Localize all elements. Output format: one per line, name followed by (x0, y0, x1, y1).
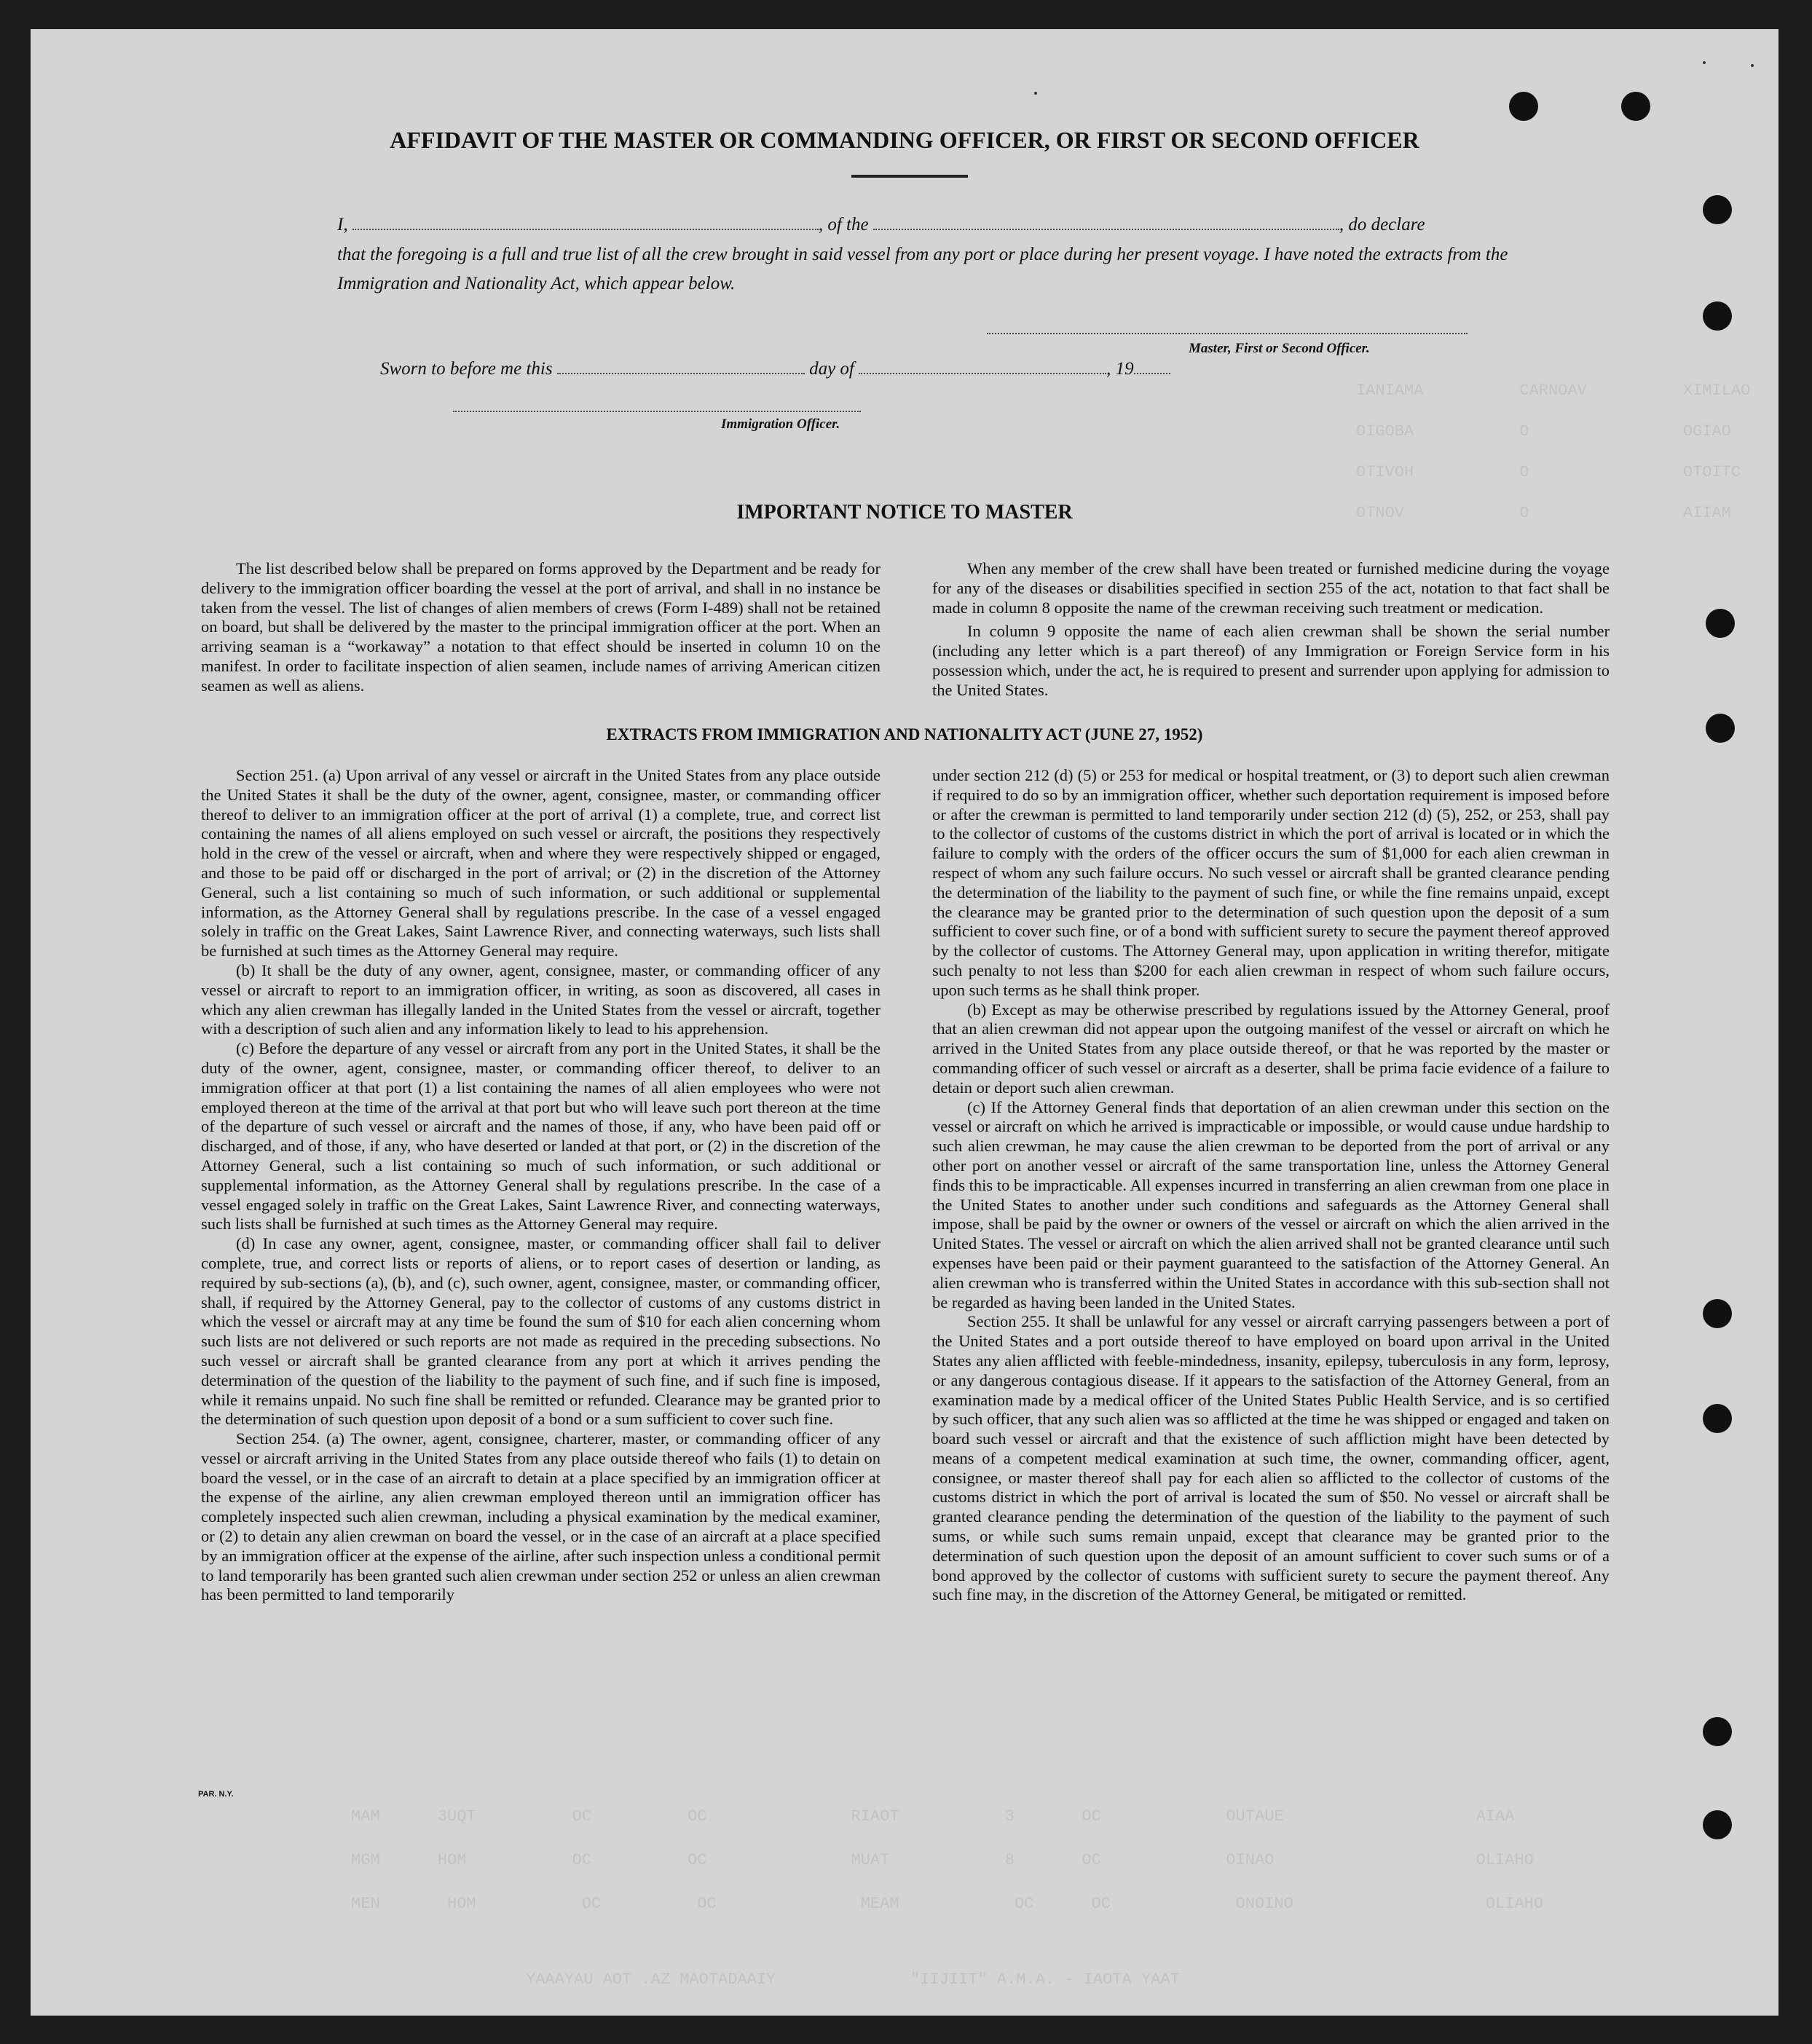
sworn-day-field[interactable] (557, 355, 805, 374)
bleed-through: OTIVOH O OTOITC (1356, 463, 1741, 481)
immigration-officer-signature-field[interactable] (453, 411, 861, 412)
sworn-line (380, 355, 1170, 379)
bleed-through: MEN HOM OC OC MEAM OC OC ONOINO OLIAHO (351, 1895, 1544, 1913)
punch-hole (1703, 1810, 1732, 1839)
title-rule (851, 175, 968, 178)
notice-paragraph: The list described below shall be prepared on forms approved by the Department and be ready for delivery to the immigration officer boarding the vessel at the port of arrival, and shall in no instance be taken from the vessel. The list of changes of alien members of crews (Form I-489) shall not be retained on board, but shall be delivered by the master to the principal immigration officer at the port. When an arriving seaman is a “workaway” a notation to that effect should be inserted in column 10 on the manifest. In order to facilitate inspection of alien seamen, include names of arriving American citizen seamen as well as aliens. (201, 559, 881, 695)
section-paragraph: (b) It shall be the duty of any owner, agent, consignee, master, or commanding officer of any vessel or aircraft to report to an immigration officer, in writing, as soon as discovered, all cases in which any alien crewman has illegally landed in the United States from the vessel or aircraft, together with a description of such alien and any information likely to lead to his apprehension. (201, 960, 881, 1038)
year-label: , 19 (1106, 359, 1134, 379)
master-signature-caption: Master, First or Second Officer. (1189, 341, 1370, 356)
extracts-right-column (932, 766, 1610, 1605)
section-paragraph: Section 255. It shall be unlawful for any vessel or aircraft carrying passengers between a port of the United States and a port outside thereof to have employed on board upon arrival in the United States any alien afflicted with feeble-mindedness, insanity, epilepsy, tuberculosis in any form, leprosy, or any dangerous contagious disease. If it appears to the satisfaction of the Attorney General, from an examination made by a medical officer of the United States Public Health Service, and is so certified by such officer, that any such alien was so afflicted at the time he was shipped or engaged and taken on board such vessel or aircraft and that the existence of such affliction might have been detected by means of a competent medical examination at such time, the owner, commanding officer, agent, consignee, or master thereof shall pay for each alien so afflicted to the collector of customs of the customs district in which the port of arrival is located the sum of $50. No vessel or aircraft shall be granted clearance pending the determination of the question of the liability to the payment of such sums, or while such sums remain unpaid, except that clearance may be granted prior to the determination of such question upon the deposit of an amount sufficient to cover such sums or of a bond approved by the collector of customs with sufficient surety to secure the payment thereof. Any such fine may, in the discretion of the Attorney General, be mitigated or remitted. (932, 1312, 1610, 1604)
bleed-through: MAM 3UQT OC OC RIAOT 3 OC OUTAUE AIAA (351, 1807, 1515, 1826)
punch-hole (1621, 92, 1650, 121)
do-declare-label: , do declare (1339, 215, 1425, 234)
punch-hole (1703, 1299, 1732, 1328)
speck (1751, 64, 1754, 67)
sworn-label: Sworn to before me this (380, 359, 553, 379)
notice-paragraph: In column 9 opposite the name of each alien crewman shall be shown the serial number (including any letter which is a part thereof) of any Immigration or Foreign Service form in his possession which, under the act, he is required to present and surrender upon applying for admission to the United States. (932, 622, 1610, 699)
declaration-statement: that the foregoing is a full and true list of all the crew brought in said vessel from any port or place during her present voyage. I have noted the extracts from the Immigration and Nationality Act, which appear below. (337, 245, 1508, 293)
bleed-through: IANIAMA CARNOAV XIMILAO (1356, 382, 1751, 400)
punch-hole (1703, 195, 1732, 224)
affidavit-title: AFFIDAVIT OF THE MASTER OR COMMANDING OFFICER, OR FIRST OR SECOND OFFICER (390, 127, 1419, 153)
sworn-month-field[interactable] (859, 355, 1106, 374)
of-the-label: , of the (818, 215, 869, 234)
declaration-line (337, 211, 1425, 235)
section-paragraph: (b) Except as may be otherwise prescribed by regulations issued by the Attorney General, proof that an alien crewman did not appear upon the outgoing manifest of the vessel or aircraft on which he arrived in the United States from any place outside thereof, or that he was reported by the master or commanding officer of such vessel or aircraft as a deserter, shall be prima facie evidence of a failure to detain or deport such alien crewman. (932, 1000, 1610, 1097)
speck (1703, 61, 1706, 64)
section-paragraph: (d) In case any owner, agent, consignee, master, or commanding officer shall fail to deliver complete, true, and correct lists or reports of aliens, or to report cases of desertion or landing, as required by sub-sections (a), (b), and (c), such owner, agent, consignee, master, or commanding officer, shall, if required by the Attorney General, pay to the collector of customs of any customs district in which the vessel or aircraft may at any time be found the sum of $10 for each alien concerning whom such lists are not delivered or such reports are not made as required in the preceding subsections. No such vessel or aircraft shall be granted clearance from any port at which it arrives pending the determination of the question of the liability to the payment of such fine, and if such fine is imposed, while it remains unpaid. No such fine shall be remitted or refunded. Clearance may be granted prior to the determination of such question upon deposit of a bond or a sum sufficient to cover such fine. (201, 1234, 881, 1429)
day-of-label: day of (809, 359, 854, 379)
immigration-officer-caption: Immigration Officer. (721, 417, 840, 432)
notice-left-column (201, 559, 881, 696)
notice-paragraph: When any member of the crew shall have been treated or furnished medicine during the voyage for any of the diseases or disabilities specified in section 255 of the act, notation to that fact shall be made in column 8 opposite the name of the crewman receiving such treatment or medication. (932, 559, 1610, 617)
punch-hole (1703, 1404, 1732, 1433)
vessel-field[interactable] (873, 211, 1339, 230)
section-paragraph: under section 212 (d) (5) or 253 for medical or hospital treatment, or (3) to deport such alien crewman if required to do so by an immigration officer, whether such deportation requirement is imposed before or after the crewman is permitted to land temporarily under section 212 (d) (5), 252, or 253, shall pay to the collector of customs of the customs district in which the port of arrival is located or in which the failure to comply with the orders of the officer occurs the sum of $1,000 for each alien crewman in respect of whom any such failure occurs. No such vessel or aircraft shall be granted clearance pending the determination of the liability to the payment of such fine, or while the fine remains unpaid, except the clearance may be granted prior to the determination of such question upon the deposit of a sum sufficient to cover such fine, or of a bond with sufficient surety to secure the payment thereof approved by the collector of customs. The Attorney General may, upon application in writing therefor, mitigate such penalty to not less than $200 for each alien crewman in respect of whom such failure occurs, upon such terms as he shall think proper. (932, 766, 1610, 999)
notice-right-column (932, 559, 1610, 701)
speck (1034, 92, 1037, 95)
bleed-through: OIGOBA O OGIAO (1356, 422, 1731, 441)
bleed-through: MGM HOM OC OC MUAT 8 OC OINAO OLIAHO (351, 1851, 1534, 1869)
punch-hole (1509, 92, 1538, 121)
punch-hole (1703, 301, 1732, 331)
name-field[interactable] (352, 211, 819, 230)
i-label: I, (337, 215, 348, 234)
notice-title: IMPORTANT NOTICE TO MASTER (736, 501, 1073, 524)
extracts-title: EXTRACTS FROM IMMIGRATION AND NATIONALITY ACT (JUNE 27, 1952) (606, 725, 1203, 743)
form-page (31, 29, 1778, 2016)
bleed-through: OTNOV O AIIAM (1356, 504, 1731, 522)
section-paragraph: Section 251. (a) Upon arrival of any vessel or aircraft in the United States from any place outside the United States it shall be the duty of the owner, agent, consignee, master, or commanding officer thereof to deliver to an immigration officer at the port of arrival (1) a complete, true, and correct list containing the names of all aliens employed on such vessel or aircraft, the positions they respectively hold in the crew of the vessel or aircraft, when and where they were respectively shipped or engaged, and those to be paid off or discharged in the port of arrival; or (2) in the discretion of the Attorney General, such a list containing so much of such information, or such additional or supplemental information, as the Attorney General shall by regulations prescribe. In the case of a vessel engaged solely in traffic on the Great Lakes, Saint Lawrence River, and connecting waterways, such lists shall be furnished at such times as the Attorney General may require. (201, 766, 881, 960)
section-paragraph: Section 254. (a) The owner, agent, consignee, charterer, master, or commanding officer of any vessel or aircraft arriving in the United States from any place outside thereof who fails (1) to detain on board the vessel, or in the case of an aircraft to detain at a place specified by an immigration officer at the expense of the airline, any alien crewman employed thereon until an immigration officer has completely inspected such alien crewman, including a physical examination by the medical examiner, or (2) to detain any alien crewman on board the vessel, or in the case of an aircraft at a place specified by an immigration officer at the expense of the airline, after such inspection unless a conditional permit to land temporarily has been granted such alien crewman under section 252 or unless an alien crewman has been permitted to land temporarily (201, 1429, 881, 1604)
printer-mark: PAR. N.Y. (198, 1790, 234, 1799)
punch-hole (1706, 609, 1735, 638)
punch-hole (1703, 1717, 1732, 1746)
bleed-through: YAAAYAU AOT .AZ MAOTADAAIY "IIJIIT" A.M.A. - IAOTA YAAT (526, 1970, 1180, 1989)
section-paragraph: (c) If the Attorney General finds that deportation of an alien crewman under this section on the vessel or aircraft on which he arrived is impracticable or impossible, or would cause undue hardship to such alien crewman, he may cause the alien crewman to be deported from the port of arrival or any other port on another vessel or aircraft of the same transportation line, unless the Attorney General finds this to be impracticable. All expenses incurred in transferring an alien crewman from one place in the United States to another under such conditions and safeguards as the Attorney General shall impose, shall be paid by the owner or owners of the vessel or aircraft on which the alien arrived in the United States. The vessel or aircraft on which the alien arrived shall not be granted clearance until such expenses have been paid or their payment guaranteed to the satisfaction of the Attorney General. An alien crewman who is transferred within the United States in accordance with this sub-section shall not be regarded as having been landed in the United States. (932, 1097, 1610, 1311)
section-paragraph: (c) Before the departure of any vessel or aircraft from any port in the United States, it shall be the duty of the owner, agent, consignee, master, or commanding officer thereof, to deliver to an immigration officer at that port (1) a list containing the names of all alien employees who were not employed thereon at the time of the arrival at that port but who will leave such port thereon at the time of the departure of such vessel or aircraft and the names of those, if any, who have been paid off or discharged, and of those, if any, who have deserted or landed at that port, or (2) in the discretion of the Attorney General, such a list containing so much of such information, or such additional or supplemental information, as the Attorney General shall by regulations prescribe. In the case of a vessel engaged solely in traffic on the Great Lakes, Saint Lawrence River, and connecting waterways, such lists shall be furnished at such times as the Attorney General may require. (201, 1039, 881, 1234)
master-signature-field[interactable] (987, 333, 1468, 334)
sworn-year-field[interactable] (1134, 355, 1170, 374)
extracts-left-column (201, 766, 881, 1605)
